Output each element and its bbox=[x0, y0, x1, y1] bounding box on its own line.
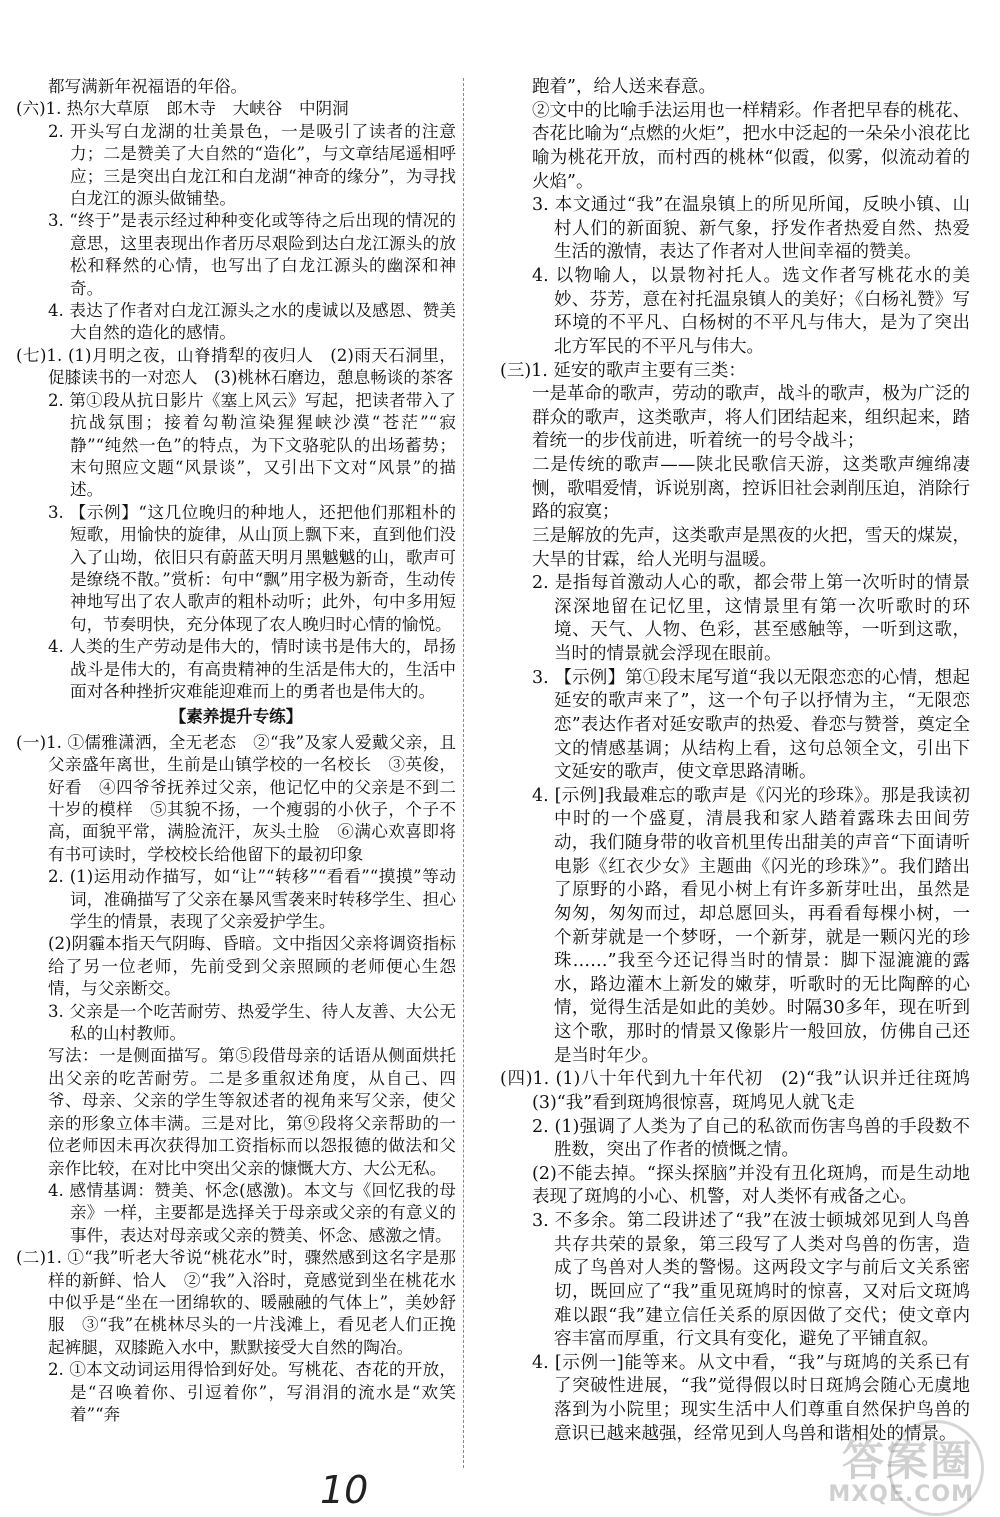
answer-paragraph: (2)阴霾本指天气阴晦、昏暗。文中指因父亲将调资指标给了另一位老师，先前受到父亲照顾的老师便心生怨情，与父亲断交。 bbox=[48, 934, 456, 999]
section-title: 【素养提升专练】 bbox=[169, 706, 303, 727]
answer-paragraph: (2)不能去掉。“探头探脑”并没有丑化斑鸠，而是生动地表现了斑鸠的小心、机警，对人类怀有戒备之心。 bbox=[532, 1163, 970, 1208]
answer-paragraph: 3. 【示例】“这几位晚归的种地人，还把他们那粗朴的短歌，用愉快的旋律，从山顶上飘下来，直到他们没入了山坳，依旧只有蔚蓝天明月黑魆魆的山，歌声可是缭绕不散。”赏析：句中“飘”用字极为新奇，生动传神地写出了农人歌声的粗朴动听；此外，句中多用短句，节奏明快，充分体现了农人晚归时心情的愉悦。 bbox=[48, 502, 456, 634]
answer-paragraph: 三是解放的先声，这类歌声是黑夜的火把，雪天的煤炭，大旱的甘霖，给人光明与温暖。 bbox=[532, 525, 970, 570]
answer-paragraph: 2. (1)运用动作描写，如“让”“转移”“看看”“摸摸”等动词，准确描写了父亲在暴风雪袭来时转移学生、担心学生的情景，表现了父亲爱护学生。 bbox=[48, 867, 456, 932]
answer-paragraph: 4. 人类的生产劳动是伟大的，情时读书是伟大的，昂扬战斗是伟大的，有高贵精神的生活是伟大的，生活中面对各种挫折灾难能迎难而上的勇者也是伟大的。 bbox=[48, 637, 456, 701]
answer-paragraph: 3. 本文通过“我”在温泉镇上的所见所闻，反映小镇、山村人们的新面貌、新气象，抒发作者热爱自然、热爱生活的激情，表达了作者对人世间幸福的赞美。 bbox=[532, 195, 970, 263]
answer-paragraph: (二)1. ①“我”听老大爷说“桃花水”时，骤然感到这名字是那样的新鲜、恰人 ②“我”入浴时，竟感觉到坐在桃花水中似乎是“坐在一团绵软的、暖融融的气体上”，美妙舒服 ③“我”在桃林尽头的一片浅滩上，看见老人们正挽起裤腿，双膝跪入水中，默默接受大自然的陶冶。 bbox=[16, 1248, 456, 1357]
left-column bbox=[16, 76, 456, 1426]
answer-paragraph: (六)1. 热尔大草原 郎木寺 大峡谷 中阴洞 bbox=[16, 99, 349, 119]
answer-paragraph: 3. 不多余。第二段讲述了“我”在波士顿城郊见到人鸟兽共存共荣的景象，第三段写了人类对鸟兽的伤害，造成了鸟兽对人类的警惕。这两段文字与前后文关系密切，既回应了“我”重见斑鸠时的惊喜，又对后文斑鸠难以跟“我”建立信任关系的原因做了交代；使文章内容丰富而厚重，行文具有变化，避免了平铺直叙。 bbox=[532, 1211, 970, 1350]
answer-paragraph: (七)1. (1)月明之夜，山脊揹犁的夜归人 (2)雨天石洞里，促膝读书的一对恋人 (3)桃林石磨边，憩息畅谈的茶客 bbox=[16, 345, 456, 388]
answer-paragraph: 2. ①本文动词运用得恰到好处。写桃花、杏花的开放，是“召唤着你、引逗着你”，写涓涓的流水是“欢笑着”“奔 bbox=[48, 1360, 456, 1424]
answer-paragraph: 跑着”，给人送来春意。 bbox=[532, 77, 716, 97]
answer-paragraph: 都写满新年祝福语的年俗。 bbox=[48, 77, 248, 96]
page-number: 10 bbox=[320, 1468, 369, 1512]
answer-paragraph: 3. 【示例】第①段末尾写道“我以无限恋恋的心情，想起延安的歌声来了”，这一个句子以抒情为主，“无限恋恋”表达作者对延安歌声的热爱、眷恋与赞誉，奠定全文的情感基调；从结构上看，这句总领全文，引出下文延安的歌声，使文章思路清晰。 bbox=[532, 667, 970, 783]
answer-paragraph: (三)1. 延安的歌声主要有三类： bbox=[500, 360, 746, 381]
answer-paragraph: 3. 父亲是一个吃苦耐劳、热爱学生、待人友善、大公无私的山村教师。 bbox=[48, 1001, 456, 1044]
answer-paragraph: 4. 以物喻人，以景物衬托人。选文作者写桃花水的美妙、芬芳，意在衬托温泉镇人的美好；《白杨礼赞》写环境的不平凡、白杨树的不平凡与伟大，是为了突出北方军民的不平凡与伟大。 bbox=[532, 266, 970, 357]
right-column bbox=[500, 76, 988, 1446]
watermark-logo: 答案圈 bbox=[841, 1436, 974, 1485]
answer-paragraph: 3. “终于”是表示经过种种变化或等待之后出现的情况的意思，这里表现出作者历尽艰险到达白龙江源头的放松和释然的心情，也写出了白龙江源头的幽深和神奇。 bbox=[48, 211, 456, 298]
answer-paragraph: 2. 第①段从抗日影片《塞上风云》写起，把读者带入了抗战氛围；接着勾勒渲染猩猩峡沙漠“苍茫”“寂静”“纯然一色”的特点，为下文骆驼队的出场蓄势；末句照应文题“风景谈”，又引出下文对“风景”的描述。 bbox=[48, 390, 456, 500]
watermark-url: MXQE.COM bbox=[828, 1482, 974, 1507]
answer-paragraph: (一)1. ①儒雅潇洒，全无老态 ②“我”及家人爱戴父亲，且父亲盛年离世，生前是山镇学校的一名校长 ③英俊，好看 ④四爷爷抚养过父亲，他记忆中的父亲是不到二十岁的模样 ⑤其貌不扬，一个瘦弱的小伙子，个子不高，面貌平常，满脸流汗，灰头土脸 ⑥满心欢喜即将有书可读时，学校校长给他留下的最初印象 bbox=[16, 732, 456, 864]
column-divider bbox=[463, 78, 464, 1468]
answer-paragraph: 二是传统的歌声——陕北民歌信天游，这类歌声缠绵凄恻，歌唱爱情，诉说别离，控诉旧社会剥削压迫，消除行路的寂寞； bbox=[532, 455, 970, 523]
answer-paragraph: 4. 表达了作者对白龙江源头之水的虔诚以及感恩、赞美大自然的造化的感情。 bbox=[48, 301, 456, 343]
answer-paragraph: 一是革命的歌声，劳动的歌声，战斗的歌声，极为广泛的群众的歌声，这类歌声，将人们团结起来，组织起来，踏着统一的步伐前进，听着统一的号令战斗； bbox=[532, 384, 970, 452]
answer-paragraph: ②文中的比喻手法运用也一样精彩。作者把早春的桃花、杏花比喻为“点燃的火炬”，把水中泛起的一朵朵小浪花比喻为桃花开放，而村西的桃林“似霞，似雾，似流动着的火焰”。 bbox=[532, 100, 970, 192]
answer-paragraph: 4. 感情基调：赞美、怀念(感激)。本文与《回忆我的母亲》一样，主要都是选择关于母亲或父亲的有意义的事件，表达对母亲或父亲的赞美、怀念、感激之情。 bbox=[48, 1180, 456, 1245]
answer-paragraph: 4. [示例]我最难忘的歌声是《闪光的珍珠》。那是我读初中时的一个盛夏，清晨我和家人踏着露珠去田间劳动，我们随身带的收音机里传出甜美的声音“下面请听电影《红衣少女》主题曲《闪光的珍珠》”。我们踏出了原野的小路，看见小树上有许多新芽吐出，虽然是匆匆，匆匆而过，却总愿回头，再看看每棵小树，一个新芽就是一个梦呀，一个新芽，就是一颗闪光的珍珠……”我至今还记得当时的情景：脚下湿漉漉的露水，路边灌木上新发的嫩芽，听歌时的无比陶醉的心情，觉得生活是如此的美妙。时隔30多年，现在听到这个歌，那时的情景又像影片一般回放，仿佛自己还是当时年少。 bbox=[532, 785, 970, 1066]
answer-paragraph: 写法：一是侧面描写。第⑤段借母亲的话语从侧面烘托出父亲的吃苦耐劳。二是多重叙述角度，从自己、四爷、母亲、父亲的学生等叙述者的视角来写父亲，使父亲的形象立体丰满。三是对比，第⑨段将父亲帮助的一位老师因未再次获得加工资指标而以怨报德的做法和父亲作比较，在对比中突出父亲的慷慨大方、大公无私。 bbox=[48, 1046, 456, 1178]
watermark bbox=[774, 1428, 974, 1508]
answer-paragraph: 4. [示例一]能等来。从文中看，“我”与斑鸠的关系已有了突破性进展，“我”觉得假以时日斑鸠会随心无虞地落到为小院里；现实生活中人们尊重自然保护鸟兽的意识已越来越强，经常见到人鸟兽和谐相处的情景。 bbox=[532, 1352, 970, 1444]
answer-paragraph: 2. 开头写白龙湖的壮美景色，一是吸引了读者的注意力；二是赞美了大自然的“造化”，与文章结尾遥相呼应；三是突出白龙江和白龙湖“神奇的缘分”，为寻找白龙江的源头做铺垫。 bbox=[48, 121, 456, 209]
answer-paragraph: 2. 是指每首激动人心的歌，都会带上第一次听时的情景深深地留在记忆里，这情景里有第一次听歌时的环境、天气、人物、色彩，甚至感触等，一听到这歌，当时的情景就会浮现在眼前。 bbox=[532, 573, 970, 664]
answer-paragraph: (四)1. (1)八十年代到九十年代初 (2)“我”认识并迁往斑鸠 (3)“我”看到斑鸠很惊喜，斑鸠见人就飞走 bbox=[500, 1069, 988, 1113]
answer-paragraph: 2. (1)强调了人类为了自己的私欲而伤害鸟兽的手段数不胜数，突出了作者的愤慨之情。 bbox=[532, 1116, 970, 1161]
